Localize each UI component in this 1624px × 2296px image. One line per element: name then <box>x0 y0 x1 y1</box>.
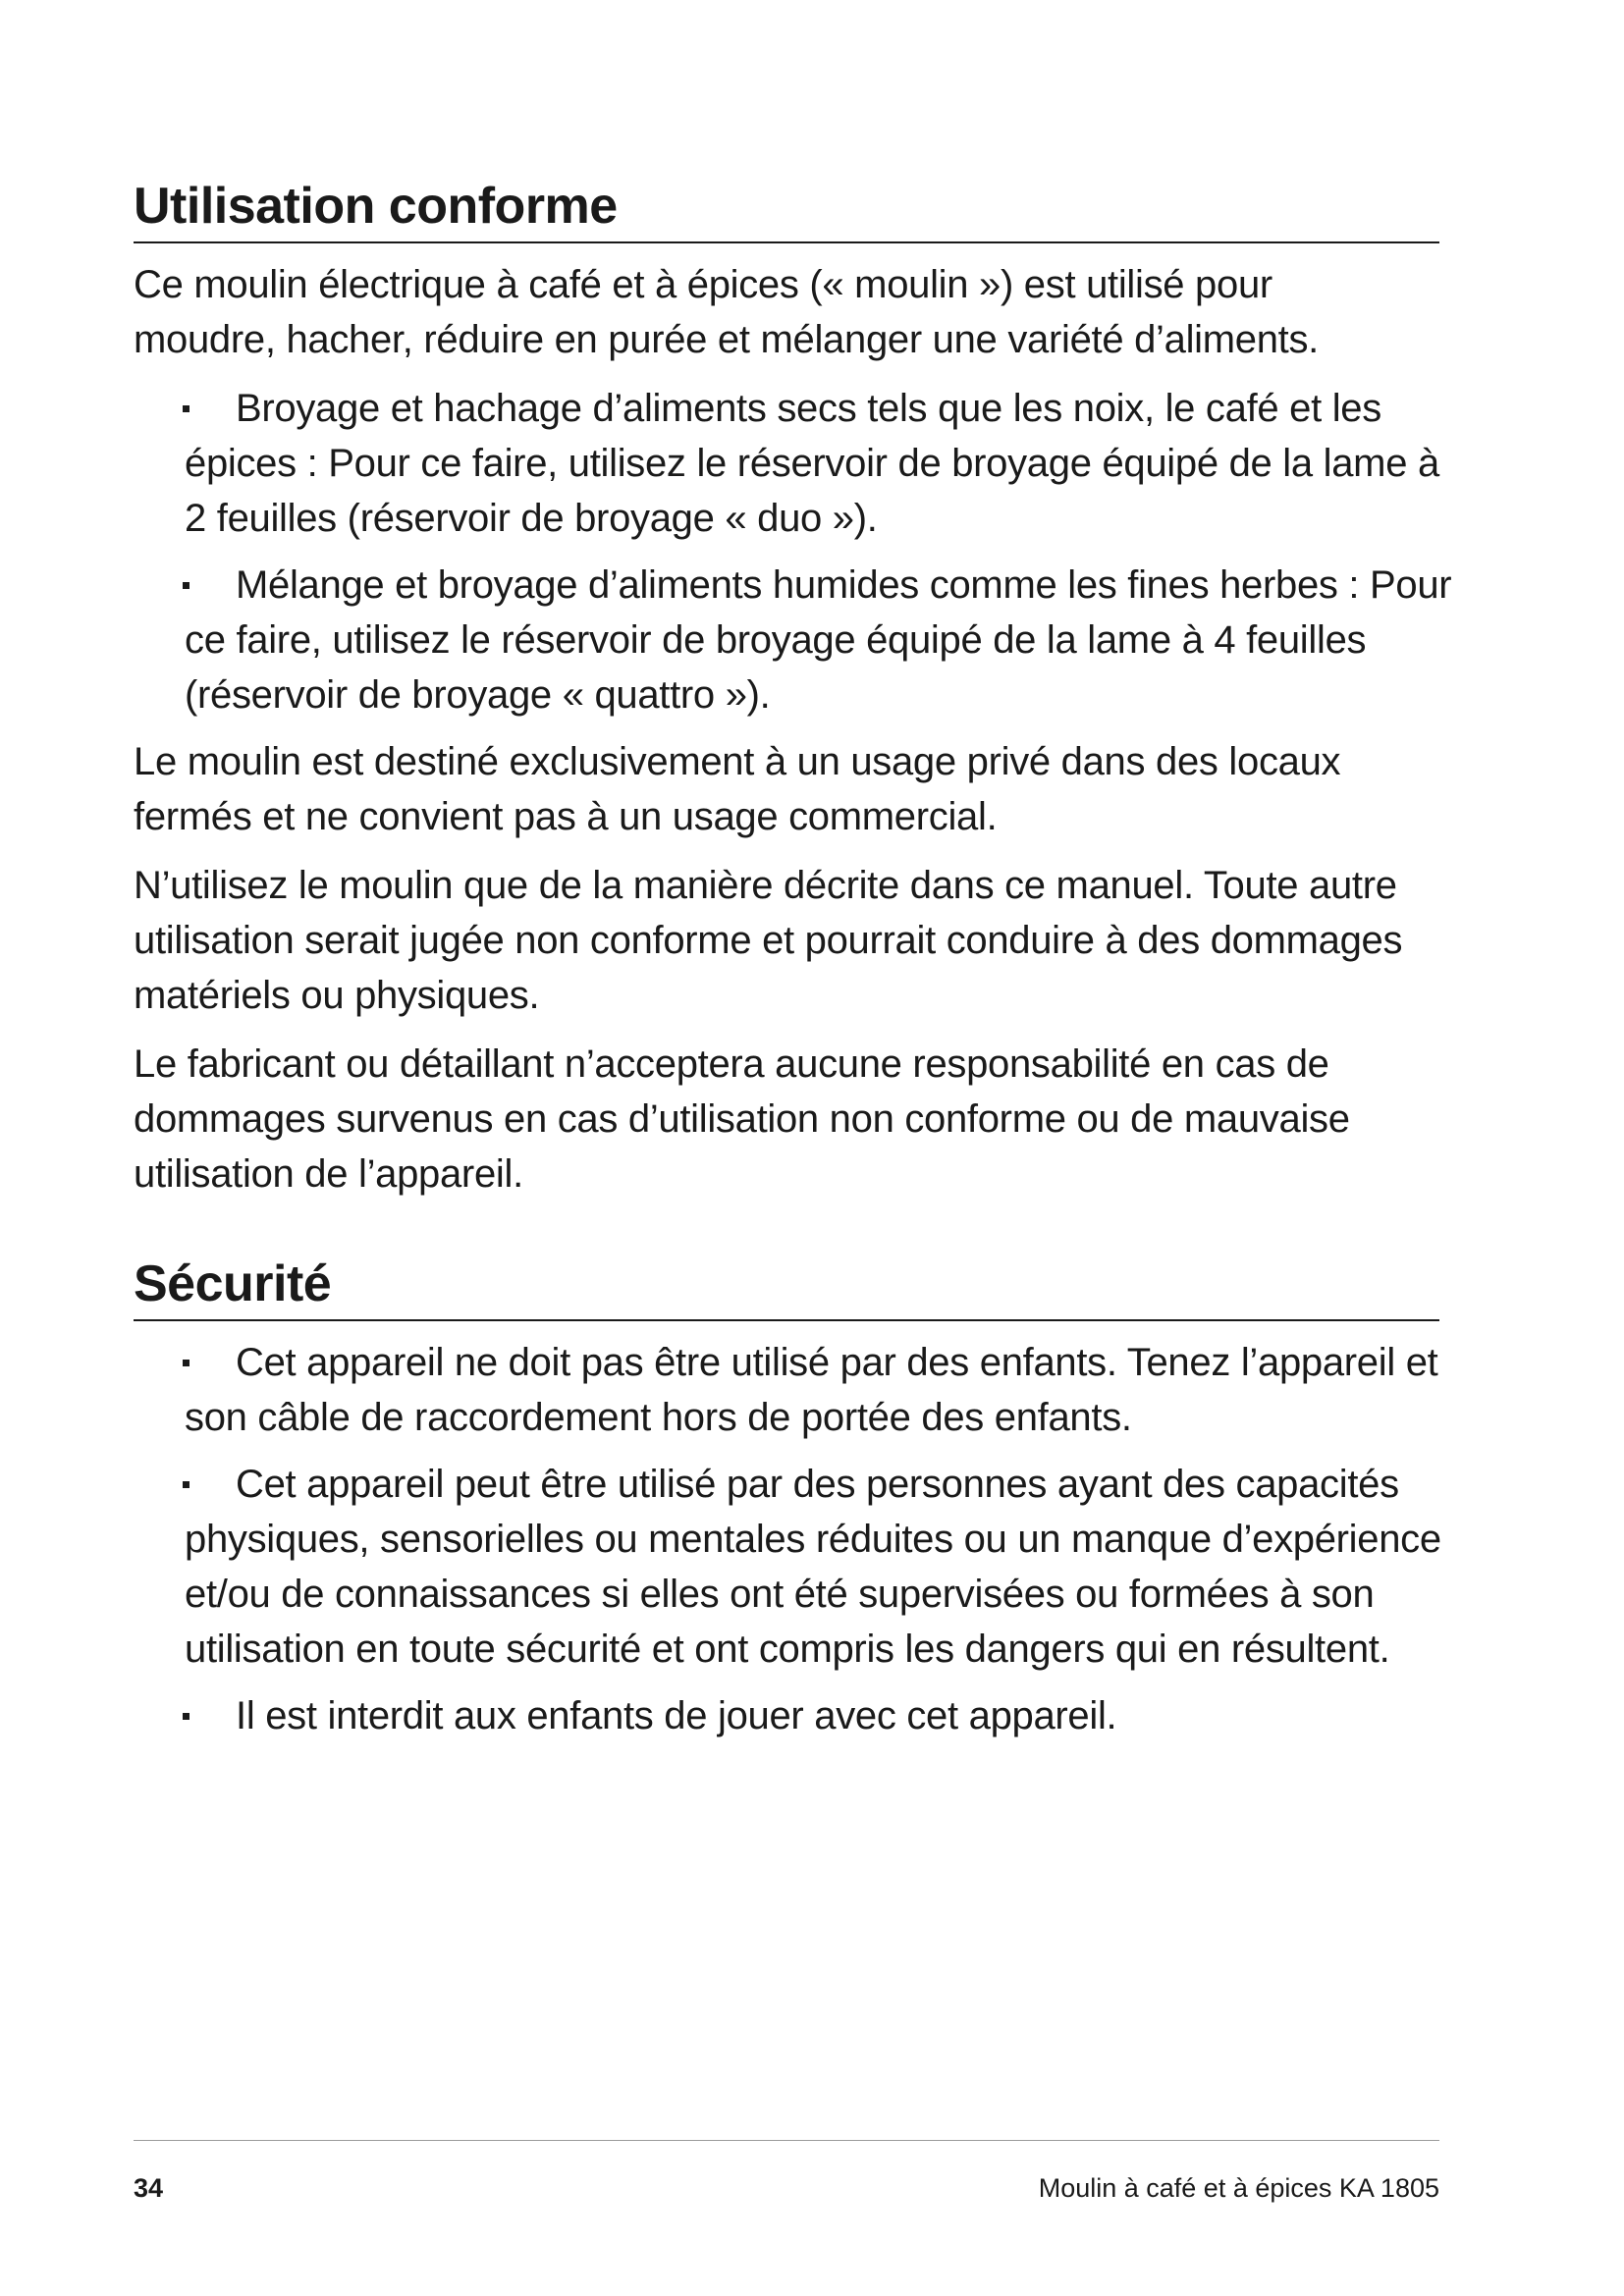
section-divider <box>134 1319 1439 1321</box>
list-item-text: Cet appareil ne doit pas être utilisé par des enfants. Tenez l’appareil et son câble de raccordement hors de portée des enfants. <box>185 1341 1438 1439</box>
list-item-text: Il est interdit aux enfants de jouer avec cet appareil. <box>236 1694 1117 1737</box>
list-item-text: Cet appareil peut être utilisé par des personnes ayant des capacités physiques, sensorielles ou mentales réduites ou un manque d’expérience et/ou de connaissances si elles ont été supervisées ou formées à son utilisation en toute sécurité et ont compris les dangers qui en résultent. <box>185 1463 1441 1671</box>
page-footer <box>134 2140 1439 2204</box>
list-item <box>185 381 1461 546</box>
list-item <box>185 1457 1461 1677</box>
safety-bullet-list <box>134 1335 1439 1743</box>
list-item-text: Broyage et hachage d’aliments secs tels que les noix, le café et les épices : Pour ce faire, utilisez le réservoir de broyage équipé de la lame à 2 feuilles (réservoir de broyage « duo »). <box>185 387 1439 540</box>
bullet-square-icon <box>183 1713 189 1720</box>
footer-divider <box>134 2140 1439 2141</box>
manual-use-paragraph: N’utilisez le moulin que de la manière décrite dans ce manuel. Toute autre utilisation serait jugée non conforme et pourrait conduire à des dommages matériels ou physiques. <box>134 864 1403 1017</box>
list-item <box>185 1335 1461 1445</box>
list-item-text: Mélange et broyage d’aliments humides comme les fines herbes : Pour ce faire, utilisez le réservoir de broyage équipé de la lame à 4 feuilles (réservoir de broyage « quattro »). <box>185 563 1452 717</box>
product-name: Moulin à café et à épices KA 1805 <box>1038 2173 1439 2203</box>
bullet-square-icon <box>183 1481 189 1488</box>
page-number: 34 <box>134 2173 164 2203</box>
liability-paragraph: Le fabricant ou détaillant n’acceptera aucune responsabilité en cas de dommages survenus en cas d’utilisation non conforme ou de mauvaise utilisation de l’appareil. <box>134 1042 1350 1196</box>
private-use-paragraph: Le moulin est destiné exclusivement à un usage privé dans des locaux fermés et ne convient pas à un usage commercial. <box>134 740 1341 838</box>
section-divider <box>134 241 1439 243</box>
section-title-securite: Sécurité <box>134 1255 332 1312</box>
list-item <box>185 558 1461 722</box>
footer-row <box>134 2172 1439 2204</box>
section-title-utilisation-conforme: Utilisation conforme <box>134 178 618 235</box>
intro-paragraph: Ce moulin électrique à café et à épices (« moulin ») est utilisé pour moudre, hacher, réduire en purée et mélanger une variété d’aliments. <box>134 263 1319 361</box>
list-item <box>185 1688 1461 1743</box>
bullet-square-icon <box>183 582 189 589</box>
page-content <box>134 177 1452 1755</box>
bullet-square-icon <box>183 405 189 412</box>
safety-section <box>134 1255 1439 1743</box>
usage-bullet-list <box>134 381 1452 722</box>
bullet-square-icon <box>183 1360 189 1366</box>
